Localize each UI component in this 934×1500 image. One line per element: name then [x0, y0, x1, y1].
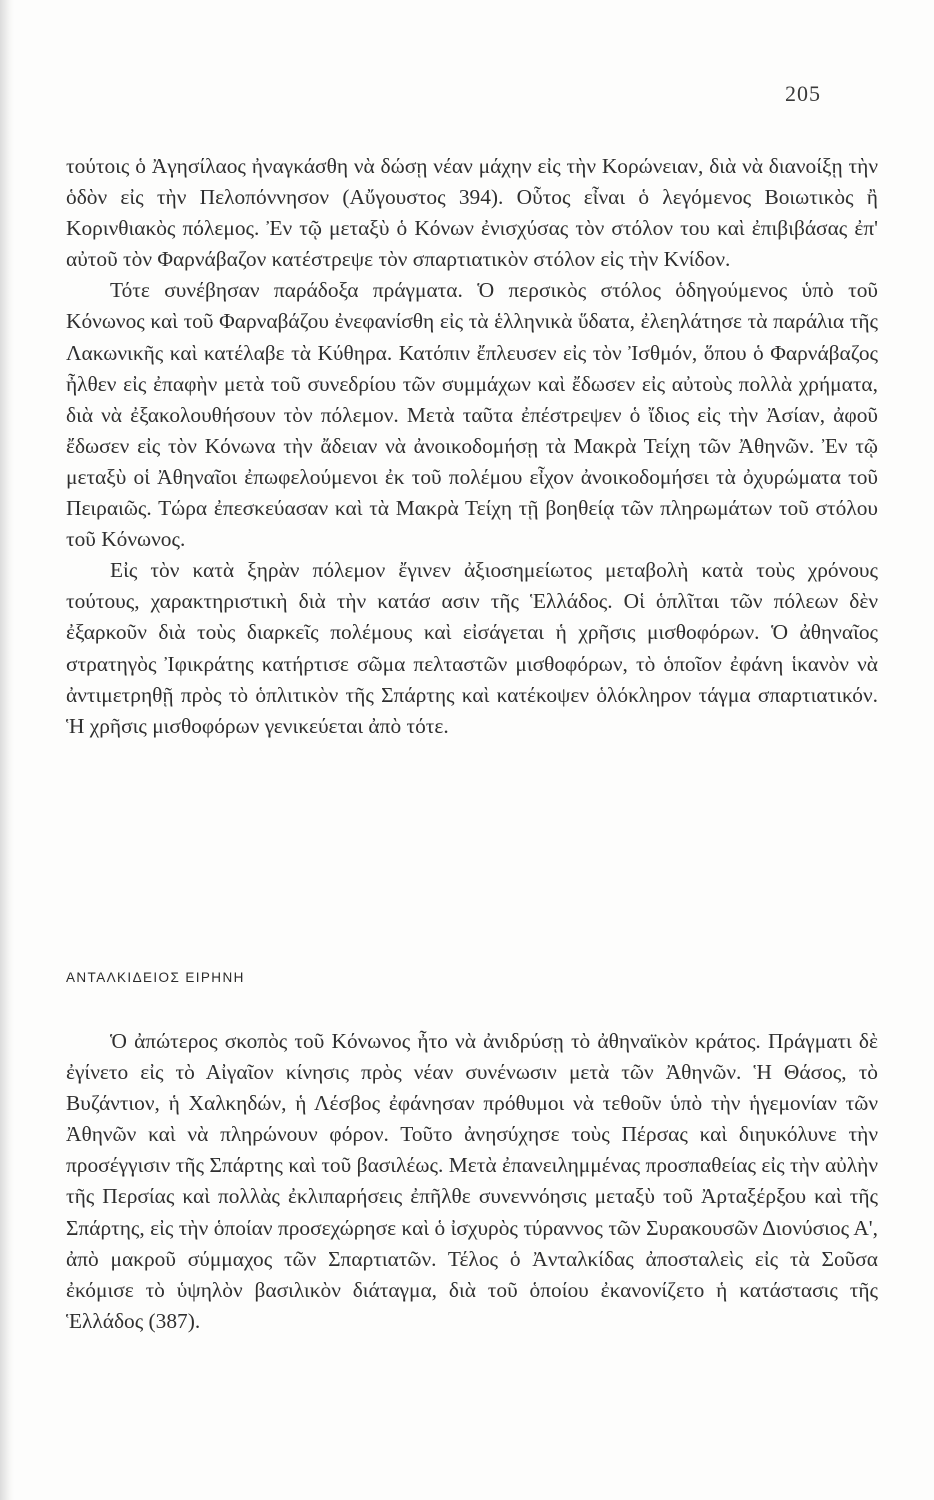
main-text-top: [66, 151, 878, 742]
paragraph-continuation: τούτοις ὁ Ἀγησίλαος ἠναγκάσθη νὰ δώσῃ νέαν μάχην εἰς τὴν Κορώνειαν, διὰ νὰ διανοίξῃ τὴν ὁδὸν εἰς τὴν Πελοπόννησον (Αὔγουστος 394). Οὗτος εἶναι ὁ λεγόμενος Βοιωτικὸς ἢ Κορινθιακὸς πόλεμος. Ἐν τῷ μεταξὺ ὁ Κόνων ἐνισχύσας τὸν στόλον του καὶ ἐπιβιβάσας ἐπ' αὐτοῦ τὸν Φαρνάβαζον κατέστρεψε τὸν σπαρτιατικὸν στόλον εἰς τὴν Κνίδον.: [66, 154, 878, 272]
page-number: 205: [785, 81, 821, 106]
main-text-bottom: [66, 1026, 878, 1337]
section-heading: ΑΝΤΑΛΚΙΔΕΙΟΣ ΕΙΡΗΝΗ: [66, 970, 245, 985]
paragraph-mercenaries: Εἰς τὸν κατὰ ξηρὰν πόλεμον ἔγινεν ἀξιοσημείωτος μεταβολὴ κατὰ τοὺς χρόνους τούτους, χαρακτηριστικὴ διὰ τὴν κατάσ ασιν τῆς Ἑλλάδος. Οἱ ὁπλῖται τῶν πόλεων δὲν ἐξαρκοῦν διὰ τοὺς διαρκεῖς πολέμους καὶ εἰσάγεται ἡ χρῆσις μισθοφόρων. Ὁ ἀθηναῖος στρατηγὸς Ἰφικράτης κατήρτισε σῶμα πελταστῶν μισθοφόρων, τὸ ὁποῖον ἐφάνη ἱκανὸν νὰ ἀντιμετρηθῇ πρὸς τὸ ὁπλιτικὸν τῆς Σπάρτης καὶ κατέκοψεν ὁλόκληρον τάγμα σπαρτιατικόν. Ἡ χρῆσις μισθοφόρων γενικεύεται ἀπὸ τότε.: [66, 558, 878, 738]
paragraph-persian-fleet: Τότε συνέβησαν παράδοξα πράγματα. Ὁ περσικὸς στόλος ὁδηγούμενος ὑπὸ τοῦ Κόνωνος καὶ τοῦ Φαρναβάζου ἐνεφανίσθη εἰς τὰ ἑλληνικὰ ὕδατα, ἐλεηλάτησε τὰ παράλια τῆς Λακωνικῆς καὶ κατέλαβε τὰ Κύθηρα. Κατόπιν ἔπλευσεν εἰς τὸν Ἰσθμόν, ὅπου ὁ Φαρνάβαζος ἦλθεν εἰς ἐπαφὴν μετὰ τοῦ συνεδρίου τῶν συμμάχων καὶ ἔδωσεν εἰς αὐτοὺς πολλὰ χρήματα, διὰ νὰ ἐξακολουθήσουν τὸν πόλεμον. Μετὰ ταῦτα ἐπέστρεψεν ὁ ἴδιος εἰς τὴν Ἀσίαν, ἀφοῦ ἔδωσεν εἰς τὸν Κόνωνα τὴν ἄδειαν νὰ ἀνοικοδομήσῃ τὰ Μακρὰ Τείχη τῶν Ἀθηνῶν. Ἐν τῷ μεταξὺ οἱ Ἀθηναῖοι ἐπωφελούμενοι ἐκ τοῦ πολέμου εἶχον ἀνοικοδομήσει τὰ ὀχυρώματα τοῦ Πειραιῶς. Τώρα ἐπεσκεύασαν καὶ τὰ Μακρὰ Τείχη τῇ βοηθείᾳ τῶν πληρωμάτων τοῦ στόλου τοῦ Κόνωνος.: [66, 278, 878, 552]
paragraph-antalcidas-peace: Ὁ ἀπώτερος σκοπὸς τοῦ Κόνωνος ἦτο νὰ ἀνιδρύσῃ τὸ ἀθηναϊκὸν κράτος. Πράγματι δὲ ἐγίνετο εἰς τὸ Αἰγαῖον κίνησις πρὸς νέαν συνένωσιν μετὰ τῶν Ἀθηνῶν. Ἡ Θάσος, τὸ Βυζάντιον, ἡ Χαλκηδών, ἡ Λέσβος ἐφάνησαν πρόθυμοι νὰ τεθοῦν ὑπὸ τὴν ἡγεμονίαν τῶν Ἀθηνῶν καὶ νὰ πληρώνουν φόρον. Τοῦτο ἀνησύχησε τοὺς Πέρσας καὶ διηυκόλυνε τὴν προσέγγισιν τῆς Σπάρτης καὶ τοῦ βασιλέως. Μετὰ ἐπανειλημμένας προσπαθείας εἰς τὴν αὐλὴν τῆς Περσίας καὶ πολλὰς ἐκλιπαρήσεις ἐπῆλθε συνεννόησις μεταξὺ τοῦ Ἀρταξέρξου καὶ τῆς Σπάρτης, εἰς τὴν ὁποίαν προσεχώρησε καὶ ὁ ἰσχυρὸς τύραννος τῶν Συρακουσῶν Διονύσιος Α', ἀπὸ μακροῦ σύμμαχος τῶν Σπαρτιατῶν. Τέλος ὁ Ἀνταλκίδας ἀποσταλεὶς εἰς τὰ Σοῦσα ἐκόμισε τὸ ὑψηλὸν βασιλικὸν διάταγμα, διὰ τοῦ ὁποίου ἐκανονίζετο ἡ κατάστασις τῆς Ἑλλάδος (387).: [66, 1029, 878, 1333]
page-edge-shadow: [0, 0, 14, 1500]
